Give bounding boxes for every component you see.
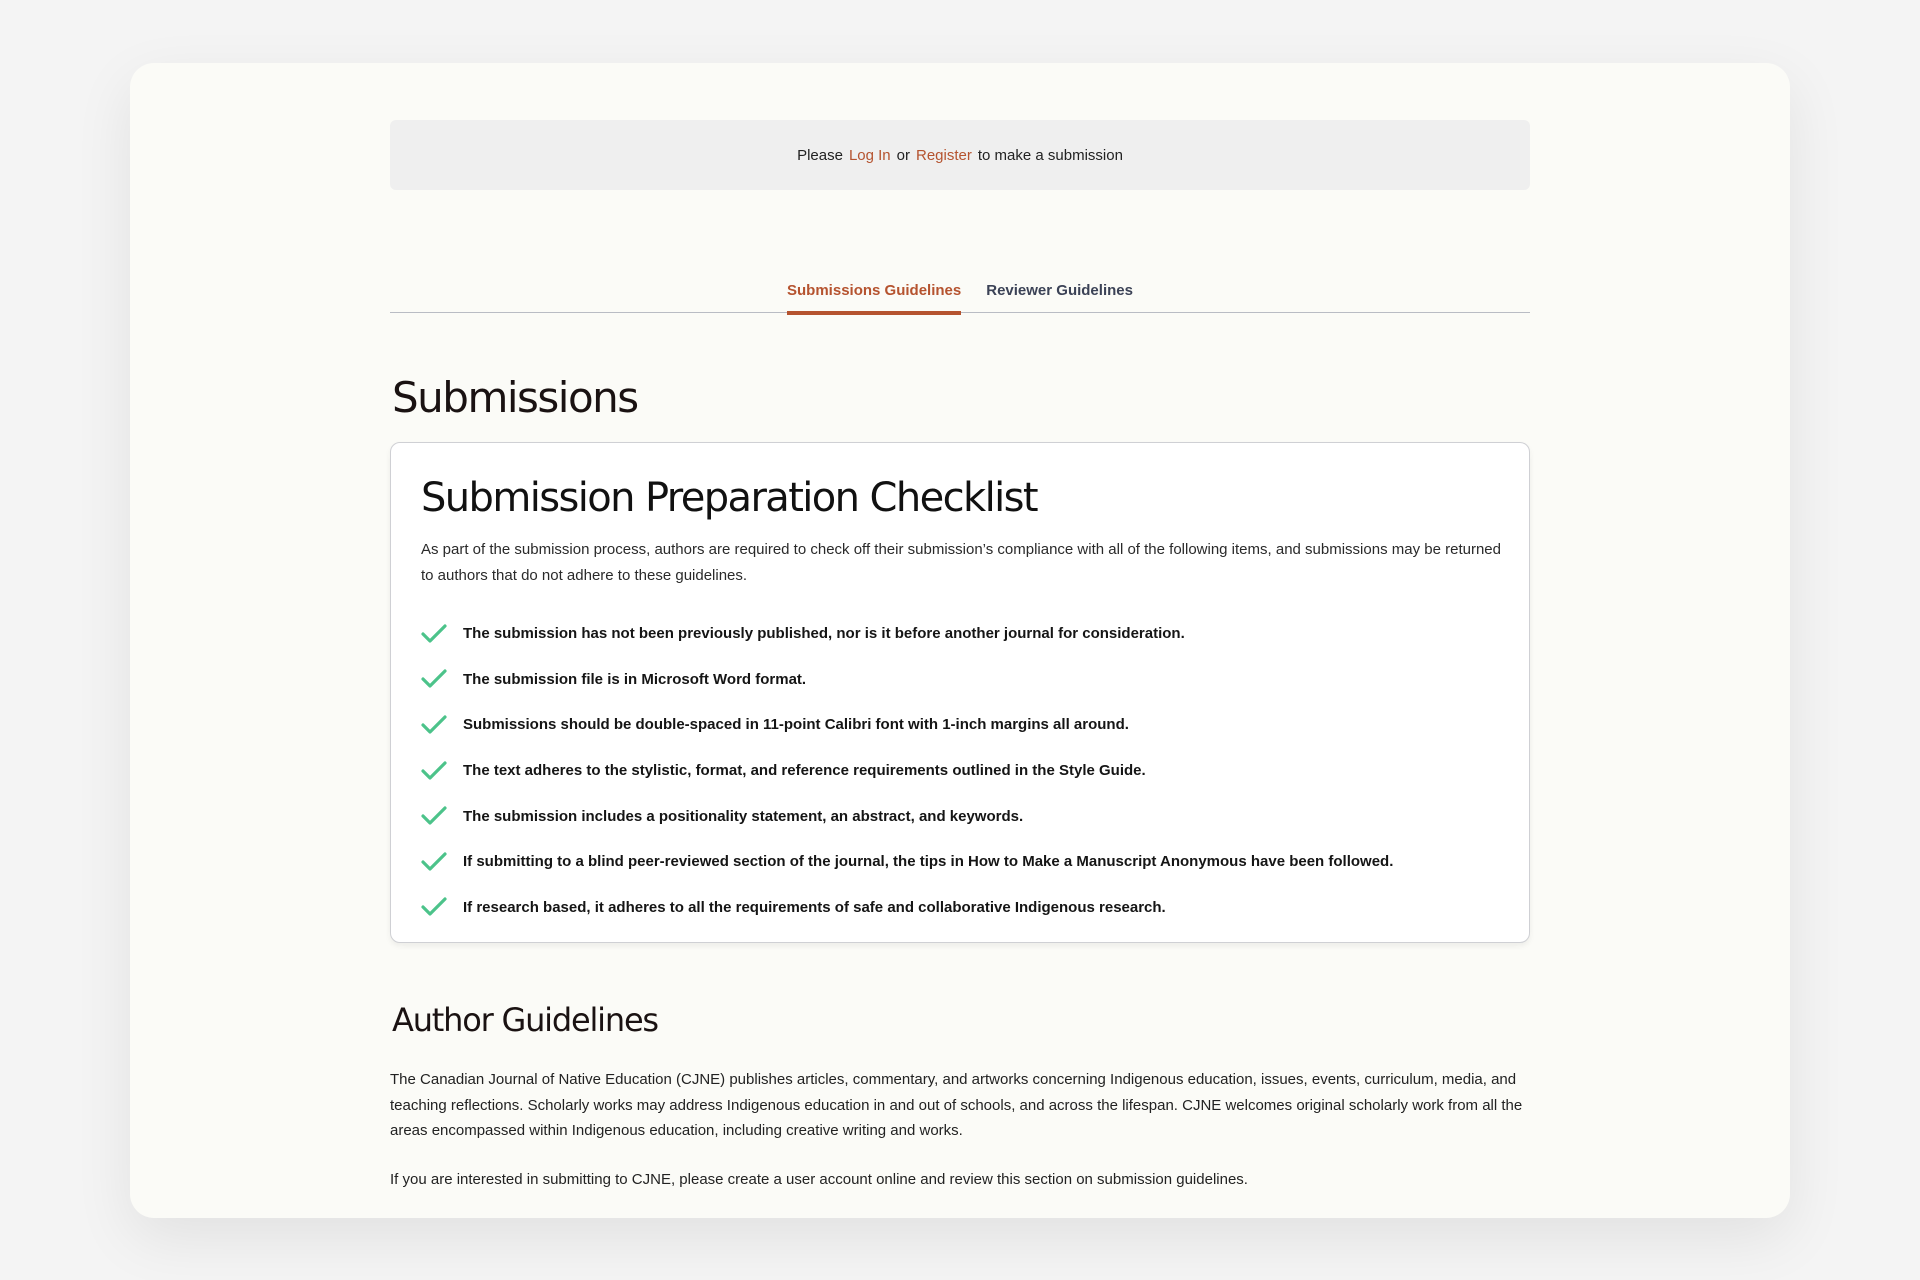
check-icon <box>421 714 447 736</box>
check-icon <box>421 760 447 782</box>
checklist-item-text: If submitting to a blind peer-reviewed section of the journal, the tips in How to Make a Manuscript Anonymous have been followed. <box>463 853 1394 871</box>
notice-suffix: to make a submission <box>977 146 1123 164</box>
checklist-item <box>421 611 1393 657</box>
register-link[interactable]: Register <box>916 146 972 164</box>
checklist-item <box>421 839 1393 885</box>
page-title: Submissions <box>392 373 638 422</box>
checklist-item <box>421 702 1393 748</box>
author-guidelines-paragraph: If you are interested in submitting to CJNE, please create a user account online and review this section on submission guidelines. <box>390 1171 1248 1188</box>
login-notice <box>390 120 1530 190</box>
checklist-item <box>421 657 1393 703</box>
guidelines-tabs <box>390 275 1530 313</box>
author-guidelines-paragraph: The Canadian Journal of Native Education (CJNE) publishes articles, commentary, and artworks concerning Indigenous education, issues, events, curriculum, media, and teaching reflections. Scholarly works may address Indigenous education in and out of schools, and across the lifespan. CJNE welcomes original scholarly work from all the areas encompassed within Indigenous education, including creative writing and works. <box>390 1071 1523 1140</box>
checklist-items <box>421 611 1393 930</box>
tab-submissions-guidelines[interactable]: Submissions Guidelines <box>787 275 961 315</box>
checklist-item-text: The text adheres to the stylistic, format, and reference requirements outlined in the Style Guide. <box>463 762 1146 780</box>
checklist-item-text: The submission file is in Microsoft Word format. <box>463 670 807 688</box>
checklist-title: Submission Preparation Checklist <box>421 475 1037 521</box>
checklist-item-text: The submission has not been previously published, nor is it before another journal for consideration. <box>463 625 1185 643</box>
notice-prefix: Please <box>797 146 843 164</box>
page-window <box>130 63 1790 1218</box>
check-icon <box>421 805 447 827</box>
checklist-item-text: Submissions should be double-spaced in 11-point Calibri font with 1-inch margins all around. <box>463 716 1129 734</box>
checklist-item <box>421 793 1393 839</box>
checklist-item-text: The submission includes a positionality statement, an abstract, and keywords. <box>463 807 1024 825</box>
checklist-item <box>421 748 1393 794</box>
check-icon <box>421 668 447 690</box>
notice-or: or <box>896 146 910 164</box>
checklist-item <box>421 885 1393 931</box>
tab-reviewer-guidelines[interactable]: Reviewer Guidelines <box>986 282 1133 299</box>
check-icon <box>421 623 447 645</box>
check-icon <box>421 851 447 873</box>
checklist-card <box>390 442 1530 943</box>
checklist-item-text: If research based, it adheres to all the requirements of safe and collaborative Indigenous research. <box>463 898 1166 916</box>
checklist-intro: As part of the submission process, authors are required to check off their submission’s compliance with all of the following items, and submissions may be returned to authors that do not adhere to these guidelines. <box>421 541 1501 584</box>
author-guidelines-title: Author Guidelines <box>392 1001 658 1039</box>
login-link[interactable]: Log In <box>848 146 891 164</box>
check-icon <box>421 896 447 918</box>
